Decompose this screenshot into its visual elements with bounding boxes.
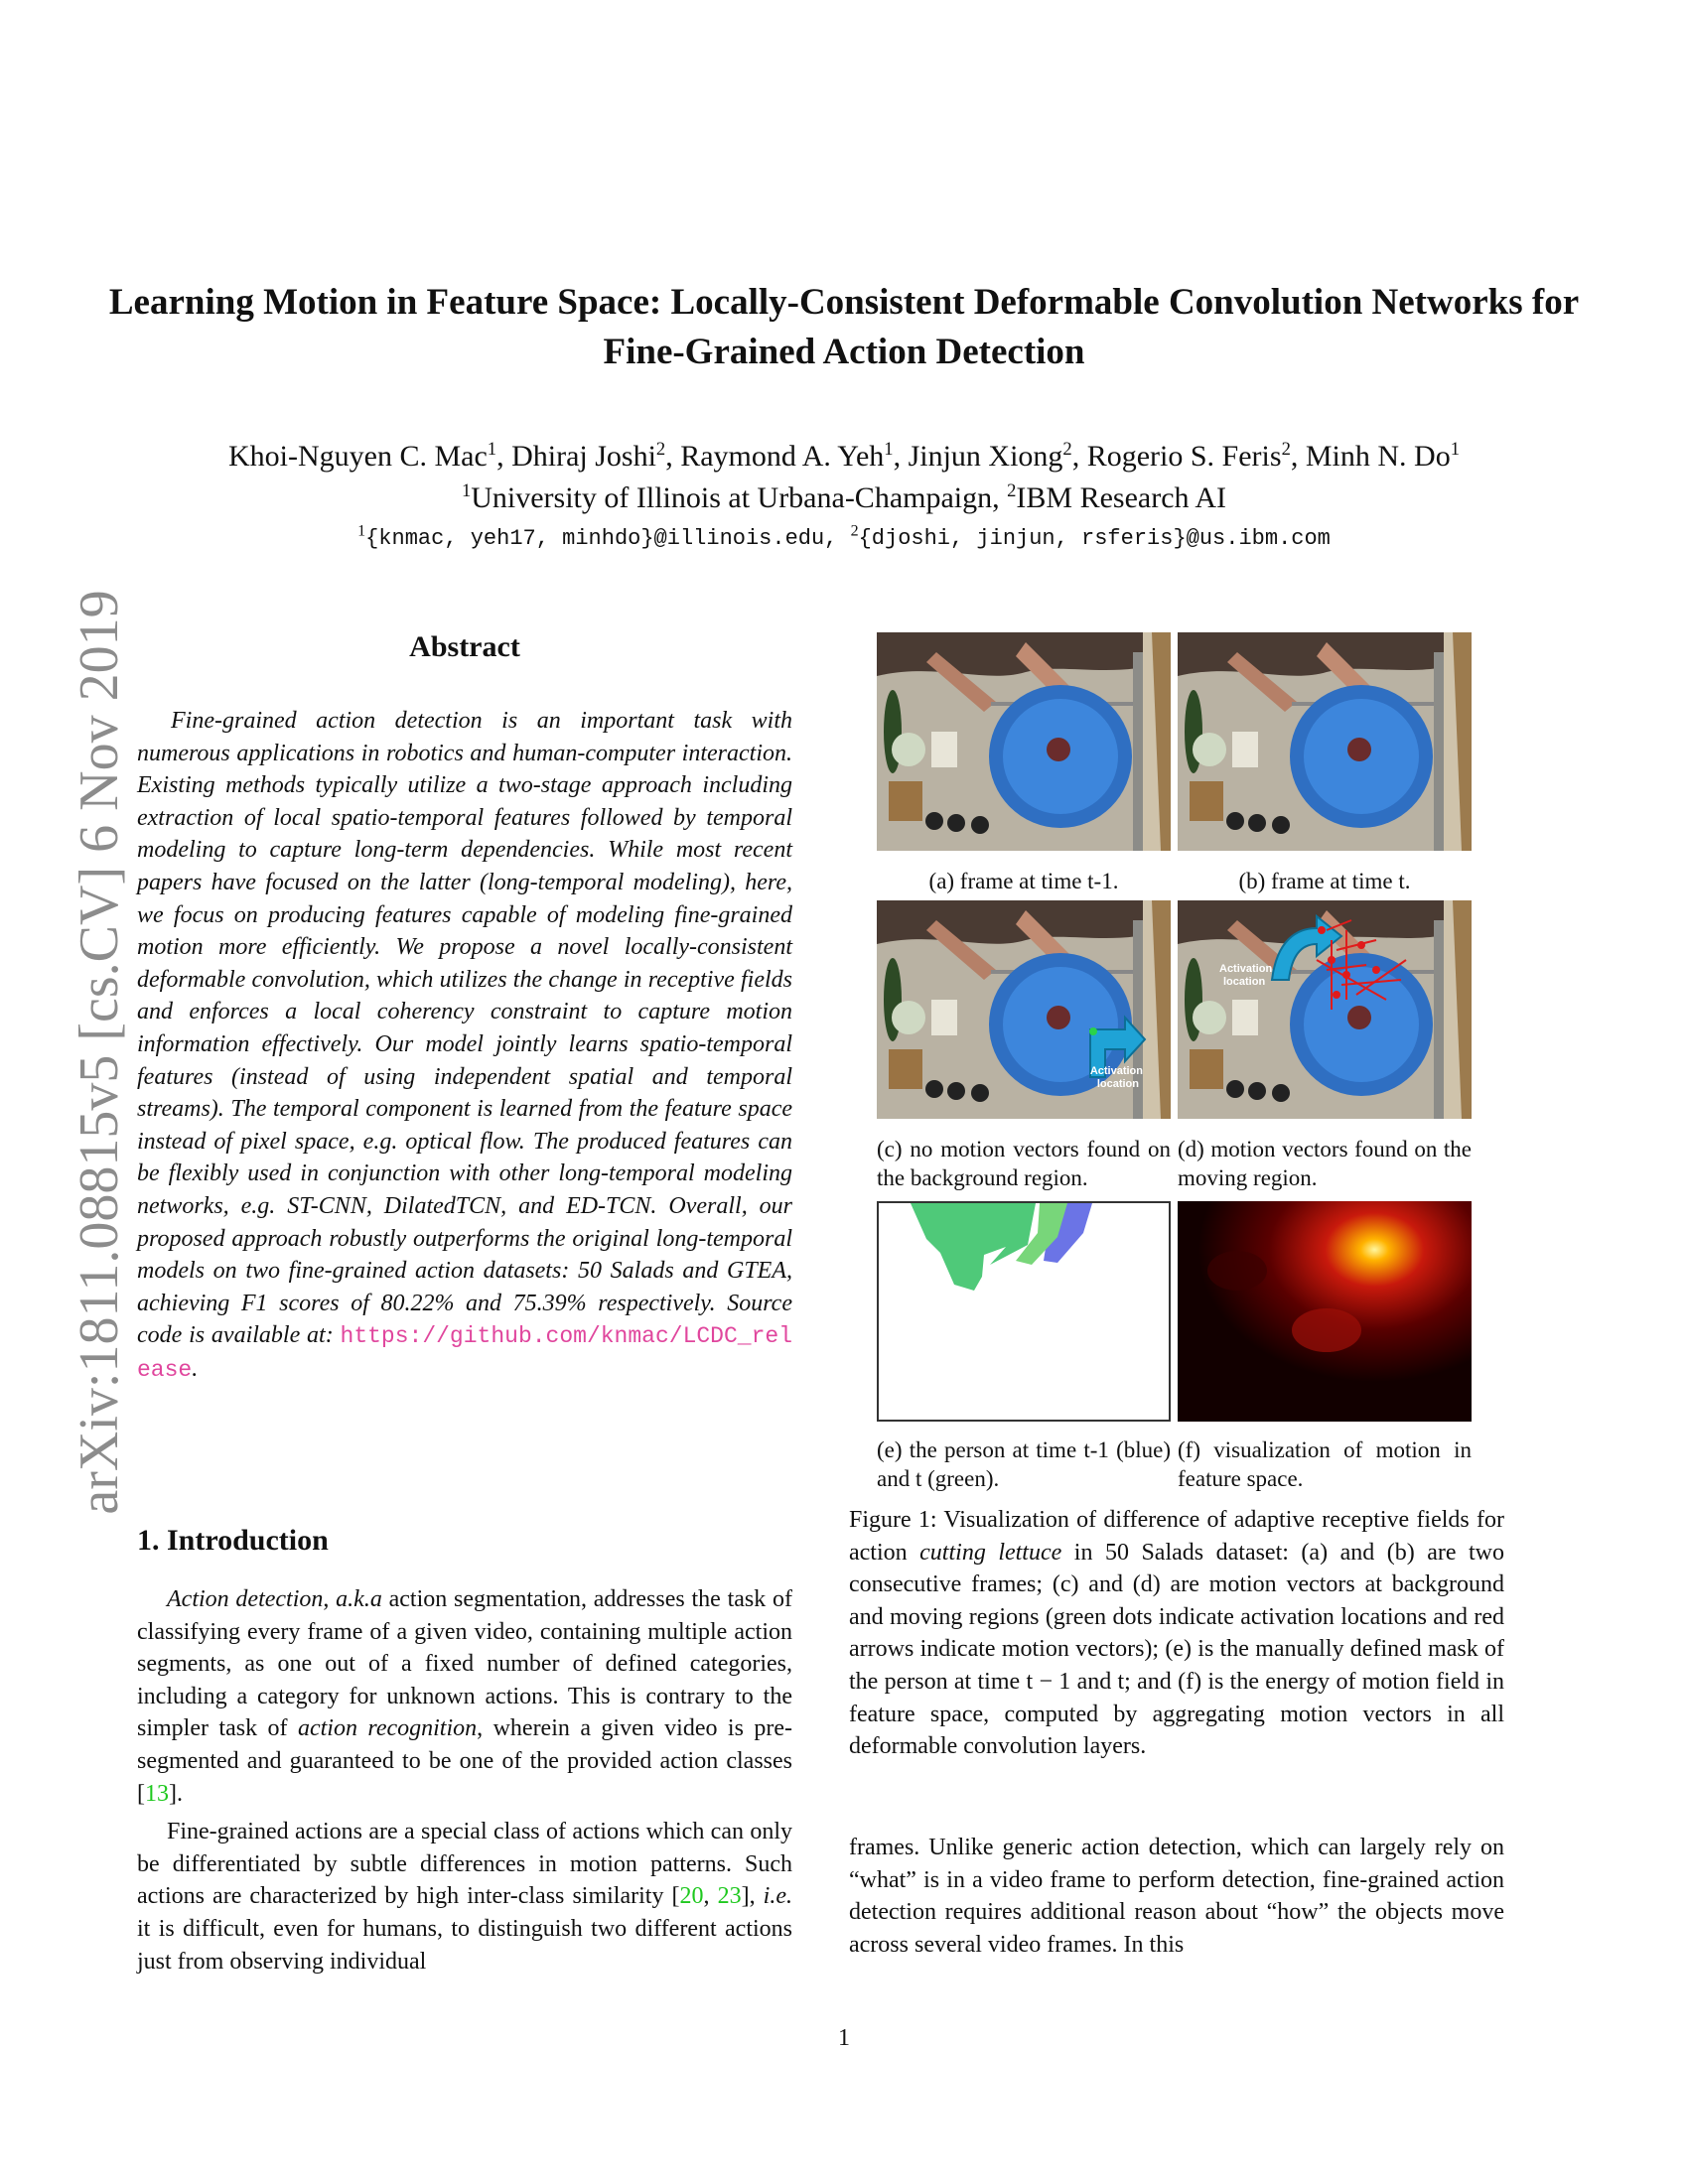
author-name: Jinjun Xiong xyxy=(908,440,1063,473)
affiliations xyxy=(99,478,1589,518)
email-group-1[interactable]: {knmac, yeh17, minhdo}@illinois.edu, xyxy=(365,526,851,551)
author-list: Khoi-Nguyen C. Mac$^1$, Dhiraj Joshi$^2$, Raymond A. Yeh$^1$, Jinjun Xiong$^2$, Rogerio S. Feris$^2$, Minh N. Do$^1$ xyxy=(228,439,1460,473)
email-group-2[interactable]: {djoshi, jinjun, rsferis}@us.ibm.com xyxy=(858,526,1331,551)
activation-label: Activation xyxy=(1089,1065,1143,1077)
affiliation-mark: 1 xyxy=(461,480,472,501)
activation-dot xyxy=(1089,1027,1097,1035)
page-number: 1 xyxy=(838,2025,850,2051)
citation-link[interactable]: 20 xyxy=(679,1883,704,1910)
introduction-heading: 1. Introduction xyxy=(137,1524,329,1557)
paper-title: Learning Motion in Feature Space: Locally-Consistent Deformable Convolution Networks for Fine-Grained Action Detection xyxy=(108,282,1580,372)
author-emails xyxy=(99,522,1589,556)
arxiv-identifier: arXiv:1811.08815v5 [cs.CV] 6 Nov 2019 xyxy=(69,590,130,1515)
author-affiliation-mark: 1 xyxy=(884,439,894,460)
figure-caption xyxy=(849,1504,1504,1763)
affiliation-mark: 2 xyxy=(1007,480,1017,501)
author-affiliation-mark: 1 xyxy=(487,439,497,460)
caption-f: (f) visualization of motion in feature space. xyxy=(1178,1437,1472,1491)
kitchen-frame-image xyxy=(877,632,1171,851)
kitchen-frame-image xyxy=(1178,900,1472,1119)
kitchen-frame-image xyxy=(1178,632,1472,851)
text: it is difficult, even for humans, to distinguish two different actions just from observing individual xyxy=(137,1915,792,1975)
affiliation-2: IBM Research AI xyxy=(1016,481,1227,514)
source-code-link[interactable]: https://github.com/knmac/LCDC_release xyxy=(137,1323,792,1383)
term: i.e. xyxy=(763,1883,792,1910)
email-mark: 1 xyxy=(357,522,366,540)
caption-b: (b) frame at time t. xyxy=(1238,869,1411,893)
figure-panel-b xyxy=(1178,632,1472,851)
author-affiliation-mark: 2 xyxy=(1281,439,1291,460)
text: in 50 Salads dataset: (a) and (b) are two consecutive frames; (c) and (d) are motion vectors at background and moving regions (green dots indicate activation locations and red arrows indicate motion vectors); (e) is the manually defined mask of the person at time t − 1 and t; and (f) is the energy of motion field in feature space, computed by aggregating motion vectors in all deformable convolution layers. xyxy=(849,1539,1505,1760)
mask-green xyxy=(911,1203,1036,1291)
figure-panel-e xyxy=(877,1201,1171,1422)
figure-panel-c xyxy=(877,900,1171,1119)
activation-label: location xyxy=(1096,1078,1139,1090)
abstract-heading: Abstract xyxy=(409,630,520,663)
author-affiliation-mark: 1 xyxy=(1450,439,1460,460)
text: Fine-grained actions are a special class of actions which can only be differentiated by subtle differences in motion patterns. Such actions are characterized by high inter-class similarity [ xyxy=(137,1819,792,1910)
author-name: Rogerio S. Feris xyxy=(1086,440,1282,473)
intro-paragraph-2 xyxy=(137,1816,792,1978)
caption-c: (c) no motion vectors found on the background region. xyxy=(877,1137,1171,1190)
author-affiliation-mark: 2 xyxy=(1062,439,1072,460)
email-mark: 2 xyxy=(850,522,859,540)
activation-label: location xyxy=(1223,976,1266,988)
motion-heatmap xyxy=(1178,1201,1472,1422)
figure-panel-f xyxy=(1178,1201,1472,1422)
introduction-body xyxy=(137,1583,792,1978)
abstract-text: Fine-grained action detection is an important task with numerous applications in robotics and human-computer interaction. Existing methods typically utilize a two-stage approach including extraction of local spatio-temporal features followed by temporal modeling to capture long-term dependencies. While most recent papers have focused on the latter (long-temporal modeling), here, we focus on producing features capable of modeling fine-grained motion more efficiently. We propose a novel locally-consistent deformable convolution, which utilizes the change in receptive fields and enforces a local coherency constraint to capture motion information effectively. Our model jointly learns spatio-temporal features (instead of using independent spatial and temporal streams). The temporal component is learned from the feature space instead of pixel space, e.g. optical flow. The produced features can be flexibly used in conjunction with other long-temporal modeling networks, e.g. ST-CNN, DilatedTCN, and ED-TCN. Overall, our proposed approach robustly outperforms the original long-temporal models on two fine-grained action datasets: 50 Salads and GTEA, achieving F1 scores of 80.22% and 75.39% respectively. Source code is available at: xyxy=(137,708,792,1349)
term: a.k.a xyxy=(336,1586,382,1612)
caption-e: (e) the person at time t-1 (blue) and t (green). xyxy=(877,1437,1171,1491)
author-name: Raymond A. Yeh xyxy=(680,440,885,473)
author-name: Khoi-Nguyen C. Mac xyxy=(228,440,488,473)
text: action segmentation, addresses the task of classifying every frame of a given video, containing multiple action segments, as one out of a fixed number of defined categories, including a category for unknown actions. This is contrary to the simpler task of xyxy=(137,1586,793,1742)
kitchen-frame-image xyxy=(877,900,1171,1119)
caption-d: (d) motion vectors found on the moving region. xyxy=(1178,1137,1472,1190)
text: , wherein a given video is pre-segmented and guaranteed to be one of the provided action classes [ xyxy=(137,1715,792,1807)
text: ]. xyxy=(169,1780,183,1807)
text: Figure 1: Visualization of difference of adaptive receptive fields for action xyxy=(849,1507,1504,1566)
term: cutting lettuce xyxy=(919,1539,1062,1566)
right-column-body: frames. Unlike generic action detection, which can largely rely on “what” is in a video frame to perform detection, fine-grained action detection requires additional reason about “how” the objects move across several video frames. In this xyxy=(849,1835,1504,1958)
author-name: Dhiraj Joshi xyxy=(511,440,656,473)
intro-paragraph-1 xyxy=(137,1583,792,1810)
figure-panel-d xyxy=(1178,900,1472,1119)
caption-a: (a) frame at time t-1. xyxy=(928,869,1119,893)
affiliation-1: University of Illinois at Urbana-Champaign, xyxy=(471,481,1008,514)
text: , xyxy=(323,1586,337,1612)
author-name: Minh N. Do xyxy=(1305,440,1451,473)
person-mask-image xyxy=(879,1203,1169,1420)
text: , xyxy=(703,1883,718,1910)
abstract-body xyxy=(137,705,792,1386)
citation-link[interactable]: 13 xyxy=(145,1780,169,1807)
term: Action detection xyxy=(167,1586,324,1612)
author-affiliation-mark: 2 xyxy=(655,439,666,460)
term: action recognition xyxy=(297,1715,478,1742)
citation-link[interactable]: 23 xyxy=(717,1883,742,1910)
abstract-end: . xyxy=(192,1355,199,1382)
figure-panel-a xyxy=(877,632,1171,851)
activation-label: Activation xyxy=(1219,963,1273,975)
text: ], xyxy=(741,1883,764,1910)
